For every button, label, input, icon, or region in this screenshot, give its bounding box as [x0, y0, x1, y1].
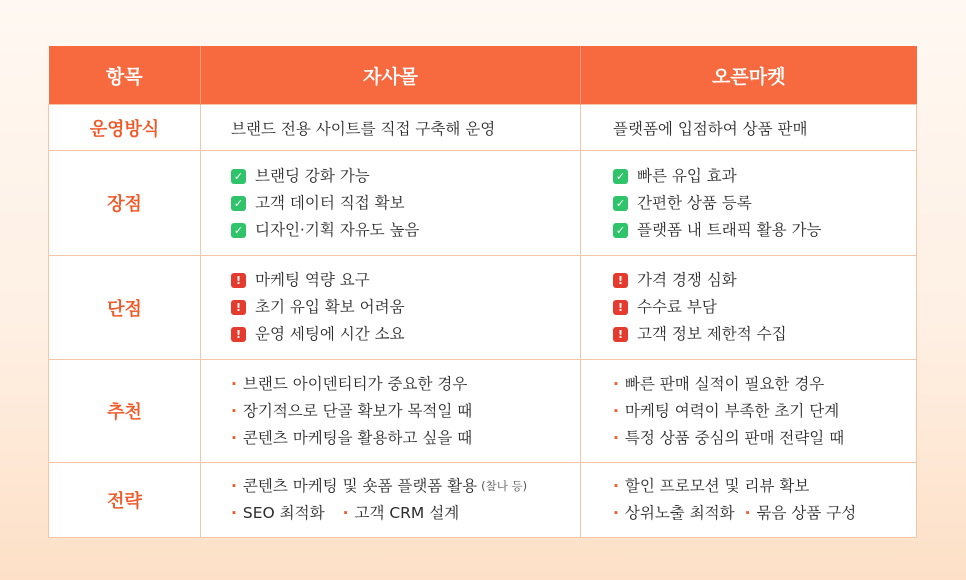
list-item-text: 묶음 상품 구성	[756, 504, 857, 522]
list-item	[231, 425, 580, 452]
check-icon: ✓	[231, 223, 246, 238]
list-item-text: 고객 데이터 직접 확보	[255, 193, 405, 212]
table-row-pros	[49, 151, 917, 256]
list-item	[231, 473, 580, 500]
list-item	[231, 371, 580, 398]
list-item-text: 수수료 부담	[637, 298, 717, 316]
list-item-text: 마케팅 역량 요구	[255, 271, 370, 289]
bullet-dot: ·	[231, 374, 237, 393]
check-icon: ✓	[613, 196, 628, 211]
list-item-text: 디자인·기획 자유도 높음	[255, 220, 420, 239]
bullet-dot: ·	[231, 477, 237, 495]
list-item	[231, 321, 580, 348]
table-header-row	[49, 46, 917, 105]
list-item	[231, 267, 580, 294]
list-item-text: 장기적으로 단골 확보가 목적일 때	[242, 401, 473, 420]
market-strategy-cell	[581, 463, 917, 538]
list-item	[613, 398, 916, 425]
list-item-text: 가격 경쟁 심화	[637, 271, 737, 289]
list-item	[613, 217, 916, 244]
bullet-dot: ·	[613, 374, 619, 393]
list-item-text: 브랜딩 강화 가능	[255, 166, 370, 185]
list-item	[613, 321, 916, 348]
header-own-mall: 자사몰	[201, 46, 581, 105]
own-operation-text: 브랜드 전용 사이트를 직접 구축해 운영	[201, 105, 581, 151]
check-icon: ✓	[231, 196, 246, 211]
header-open-market: 오픈마켓	[581, 46, 917, 105]
bullet-dot: ·	[231, 504, 237, 522]
market-pros-cell	[581, 151, 917, 256]
list-item-text: 고객 정보 제한적 수집	[637, 325, 787, 343]
bullet-dot: ·	[231, 401, 237, 420]
table-row-recommend	[49, 360, 917, 463]
list-item-text: 상위노출 최적화	[624, 504, 735, 522]
warning-icon: !	[231, 273, 246, 288]
market-operation-text: 플랫폼에 입점하여 상품 판매	[581, 105, 917, 151]
list-item	[231, 500, 580, 527]
list-item	[613, 500, 916, 527]
bullet-dot: ·	[231, 428, 237, 447]
list-item	[613, 371, 916, 398]
bullet-dot: ·	[613, 428, 619, 447]
list-item	[231, 163, 580, 190]
list-item-text: 콘텐츠 마케팅 및 숏폼 플랫폼 활용	[242, 477, 478, 495]
own-cons-cell	[201, 256, 581, 360]
bullet-dot: ·	[744, 504, 751, 522]
market-recommend-cell	[581, 360, 917, 463]
market-cons-cell	[581, 256, 917, 360]
warning-icon: !	[231, 327, 246, 342]
row-label-cons: 단점	[49, 256, 201, 360]
bullet-dot: ·	[613, 477, 619, 495]
list-item-text: 마케팅 여력이 부족한 초기 단계	[624, 401, 840, 420]
own-pros-cell	[201, 151, 581, 256]
table-row-cons	[49, 256, 917, 360]
warning-icon: !	[231, 300, 246, 315]
table-row-operation	[49, 105, 917, 151]
list-item	[231, 190, 580, 217]
warning-icon: !	[613, 273, 628, 288]
row-label-operation: 운영방식	[49, 105, 201, 151]
list-item-text: 운영 세팅에 시간 소요	[255, 325, 405, 343]
list-item-text: 고객 CRM 설계	[354, 504, 460, 522]
list-item	[613, 294, 916, 321]
row-label-pros: 장점	[49, 151, 201, 256]
table-row-strategy	[49, 463, 917, 538]
bullet-dot: ·	[613, 401, 619, 420]
warning-icon: !	[613, 327, 628, 342]
list-item	[613, 163, 916, 190]
list-item-text: 플랫폼 내 트래픽 활용 가능	[637, 220, 822, 239]
list-item-text: 간편한 상품 등록	[637, 193, 752, 212]
list-item-text: 초기 유입 확보 어려움	[255, 298, 405, 316]
list-item-text: 빠른 유입 효과	[637, 166, 737, 185]
bullet-dot: ·	[342, 504, 349, 522]
check-icon: ✓	[613, 169, 628, 184]
check-icon: ✓	[613, 223, 628, 238]
list-item-text: 할인 프로모션 및 리뷰 확보	[624, 477, 810, 495]
list-item-text: 브랜드 아이덴티티가 중요한 경우	[242, 374, 468, 393]
list-item	[231, 398, 580, 425]
warning-icon: !	[613, 300, 628, 315]
comparison-table-wrapper	[48, 46, 916, 538]
list-item	[613, 267, 916, 294]
list-item	[613, 190, 916, 217]
check-icon: ✓	[231, 169, 246, 184]
list-item	[231, 217, 580, 244]
list-item	[231, 294, 580, 321]
list-item	[613, 425, 916, 452]
header-item: 항목	[49, 46, 201, 105]
own-strategy-cell	[201, 463, 581, 538]
list-item-text: 특정 상품 중심의 판매 전략일 때	[624, 428, 845, 447]
list-item-text: 콘텐츠 마케팅을 활용하고 싶을 때	[242, 428, 473, 447]
list-item-text: 빠른 판매 실적이 필요한 경우	[624, 374, 825, 393]
bullet-dot: ·	[613, 504, 619, 522]
list-item	[613, 473, 916, 500]
list-item-text: SEO 최적화	[242, 504, 325, 522]
row-label-recommend: 추천	[49, 360, 201, 463]
row-label-strategy: 전략	[49, 463, 201, 538]
list-item-note: (찰나 등)	[481, 479, 528, 493]
comparison-table	[48, 46, 917, 538]
own-recommend-cell	[201, 360, 581, 463]
